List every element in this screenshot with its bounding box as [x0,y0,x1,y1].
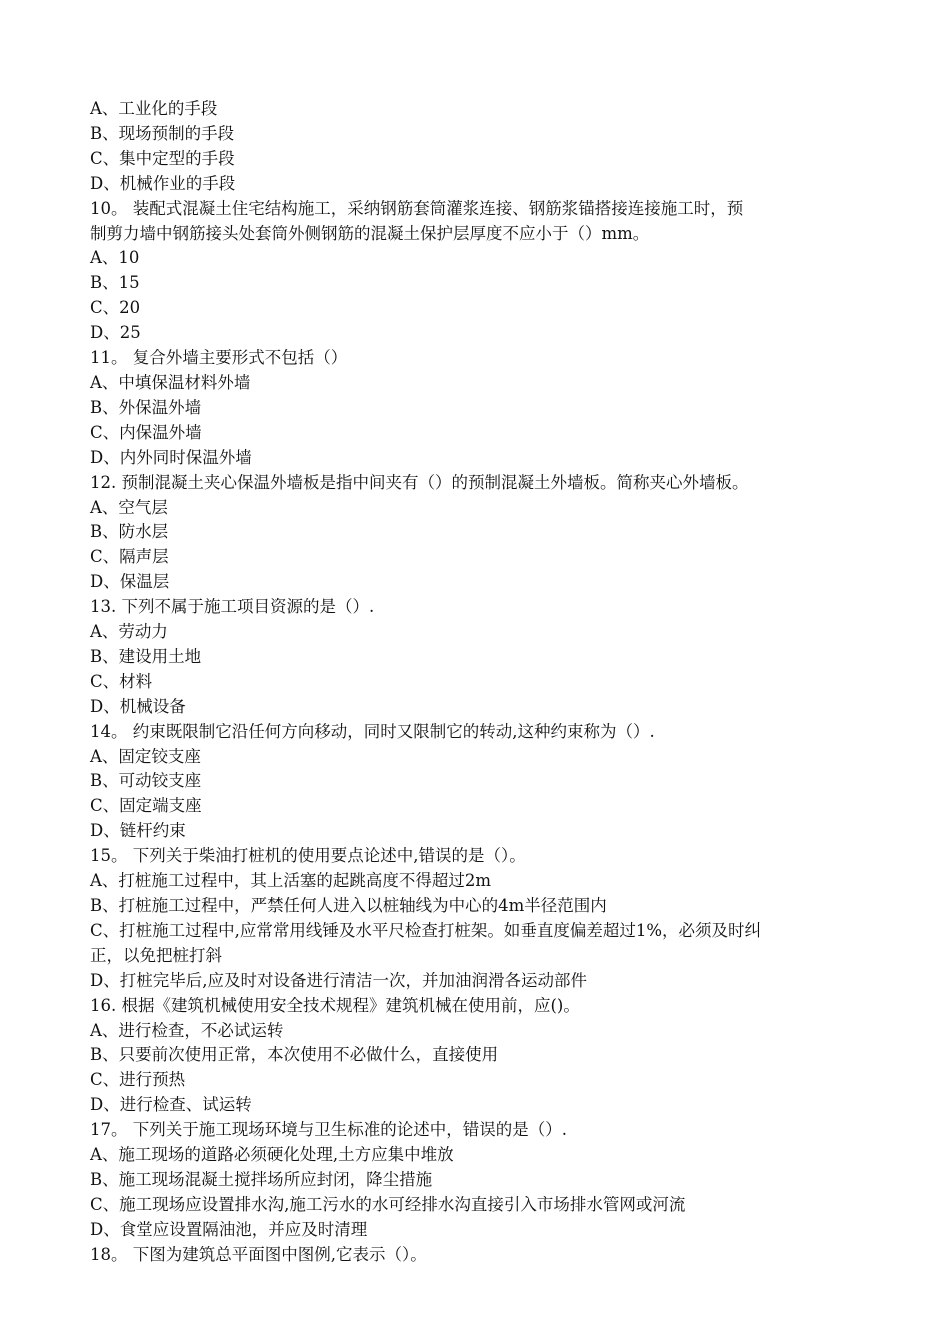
option-line: A、固定铰支座 [90,746,201,766]
option-line: B、施工现场混凝土搅拌场所应封闭，降尘措施 [90,1169,433,1189]
option-line-cont: 正，以免把桩打斜 [90,945,222,965]
question-14: 14。 约束既限制它沿任何方向移动，同时又限制它的转动,这种约束称为（）. [90,721,655,741]
option-line: B、建设用土地 [90,646,202,666]
option-line: A、打桩施工过程中，其上活塞的起跳高度不得超过2m [90,871,492,891]
question-12: 12. 预制混凝土夹心保温外墙板是指中间夹有（）的预制混凝土外墙板。简称夹心外墙板。 [90,472,749,492]
option-line: A、劳动力 [90,622,168,642]
question-10-cont: 制剪力墙中钢筋接头处套筒外侧钢筋的混凝土保护层厚度不应小于（）mm。 [90,223,650,243]
option-line: D、机械设备 [90,696,186,716]
option-line: D、进行检查、试运转 [90,1095,252,1115]
option-line: A、空气层 [90,497,168,517]
option-line: D、链杆约束 [90,821,186,841]
question-11: 11。 复合外墙主要形式不包括（） [90,348,348,368]
option-line: B、15 [90,273,140,293]
option-line: C、进行预热 [90,1070,186,1090]
question-15: 15。 下列关于柴油打桩机的使用要点论述中,错误的是（）。 [90,846,526,866]
option-line: C、20 [90,298,141,318]
option-line: C、内保温外墙 [90,422,202,442]
question-17: 17。 下列关于施工现场环境与卫生标准的论述中，错误的是（）. [90,1120,567,1140]
option-line: B、外保温外墙 [90,397,202,417]
question-13: 13. 下列不属于施工项目资源的是（）. [90,597,375,617]
option-line: C、集中定型的手段 [90,148,235,168]
option-line: A、进行检查，不必试运转 [90,1020,284,1040]
option-line: C、打桩施工过程中,应常常用线锤及水平尺检查打桩架。如垂直度偏差超过1%，必须及时纠 [90,920,762,940]
option-line: B、可动铰支座 [90,771,202,791]
option-line: B、现场预制的手段 [90,123,235,143]
option-line: A、工业化的手段 [90,99,218,118]
option-line: D、保温层 [90,572,170,592]
option-line: D、食堂应设置隔油池，并应及时清理 [90,1219,368,1239]
question-18: 18。 下图为建筑总平面图中图例,它表示（）。 [90,1244,427,1264]
option-line: D、内外同时保温外墙 [90,447,252,467]
option-line: B、防水层 [90,522,169,542]
question-10: 10。 装配式混凝土住宅结构施工，采纳钢筋套筒灌浆连接、钢筋浆锚搭接连接施工时，预 [90,198,744,218]
option-line: C、固定端支座 [90,796,202,816]
option-line: D、25 [90,323,141,343]
option-line: B、打桩施工过程中，严禁任何人进入以桩轴线为中心的4m半径范围内 [90,896,607,915]
option-line: A、施工现场的道路必须硬化处理,土方应集中堆放 [90,1145,454,1165]
option-line: D、机械作业的手段 [90,173,236,193]
option-line: A、中填保温材料外墙 [90,372,251,392]
option-line: C、施工现场应设置排水沟,施工污水的水可经排水沟直接引入市场排水管网或河流 [90,1194,686,1214]
question-16: 16. 根据《建筑机械使用安全技术规程》建筑机械在使用前，应()。 [90,995,580,1015]
document-body [90,97,860,1268]
option-line: A、10 [90,248,140,268]
option-line: B、只要前次使用正常，本次使用不必做什么，直接使用 [90,1045,499,1065]
option-line: D、打桩完毕后,应及时对设备进行清洁一次，并加油润滑各运动部件 [90,970,587,990]
option-line: C、材料 [90,671,153,691]
option-line: C、隔声层 [90,547,169,567]
